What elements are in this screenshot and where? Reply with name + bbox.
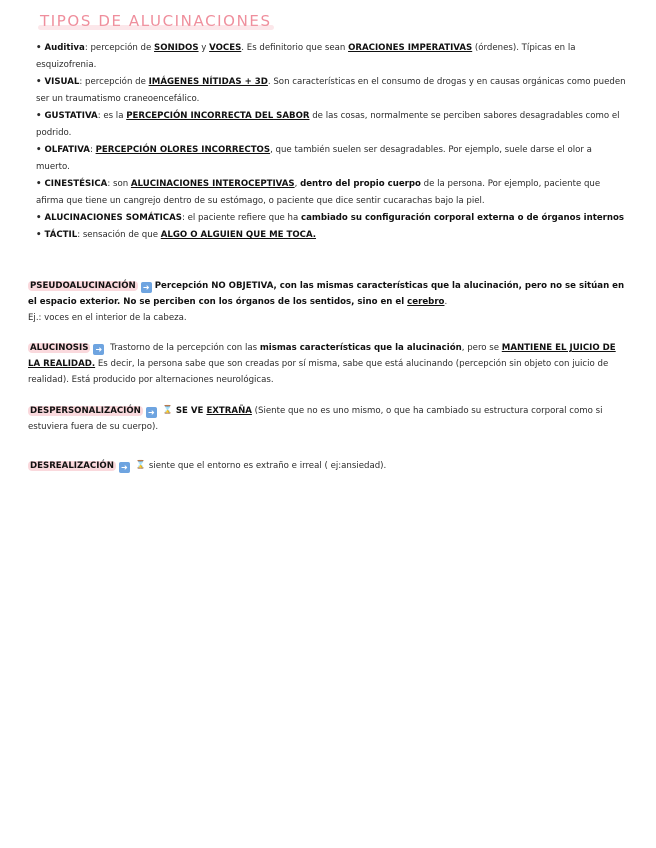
section-heading: DESPERSONALIZACIÓN [30,406,141,416]
section-heading: PSEUDOALUCINACIÓN [30,281,136,291]
list-item: • OLFATIVA: PERCEPCIÓN OLORES INCORRECTOS, que también suelen ser desagradables. Por ejemplo, suele darse el olor a muerto. [36,145,592,172]
bullet-icon: • [36,77,42,87]
pseudoalucinacion-section [28,278,626,326]
list-item: • ALUCINACIONES SOMÁTICAS: el paciente refiere que ha cambiado su configuración corporal externa o de órganos internos [36,213,625,223]
bullet-icon: • [36,230,42,240]
bullet-icon: • [36,111,42,121]
section-heading: ALUCINOSIS [30,343,89,353]
bullet-icon: • [36,213,42,223]
right-arrow-icon: ➜ [141,282,152,293]
list-item: • CINESTÉSICA: son ALUCINACIONES INTEROCEPTIVAS, dentro del propio cuerpo de la persona. Por ejemplo, paciente que afirma que tiene un cangrejo dentro de su estómago, o paciente que dice sentir cucarachas bajo la piel. [36,179,601,206]
alucinosis-section [28,340,626,388]
section-heading: DESREALIZACIÓN [30,461,114,471]
despersonalizacion-section [28,402,626,435]
hourglass-icon: ⌛ [162,405,173,414]
list-item: • GUSTATIVA: es la PERCEPCIÓN INCORRECTA DEL SABOR de las cosas, normalmente se perciben sabores desagradables como el podrido. [36,111,620,138]
list-item: • VISUAL: percepción de IMÁGENES NÍTIDAS + 3D. Son características en el consumo de drogas y en causas orgánicas como pueden ser un traumatismo craneoencefálico. [36,77,626,104]
page-title: TIPOS DE ALUCINACIONES [40,12,272,30]
hallucination-type-list [36,40,626,244]
list-item: • TÁCTIL: sensación de que ALGO O ALGUIEN QUE ME TOCA. [36,230,317,240]
list-item: • Auditiva: percepción de SONIDOS y VOCES. Es definitorio que sean ORACIONES IMPERATIVAS (órdenes). Típicas en la esquizofrenia. [36,43,576,70]
bullet-icon: • [36,179,42,189]
right-arrow-icon: ➜ [146,407,157,418]
right-arrow-icon: ➜ [93,344,104,355]
desrealizacion-text: DESREALIZACIÓN ➜ ⌛ siente que el entorno es extraño e irreal ( ej:ansiedad). [30,460,387,472]
right-arrow-icon: ➜ [119,462,130,473]
hourglass-icon: ⌛ [135,460,146,469]
desrealizacion-section [28,457,626,474]
bullet-icon: • [36,145,42,155]
pseudoalucinacion-text: PSEUDOALUCINACIÓN ➜ Percepción NO OBJETIVA, con las mismas características que la alucinación, pero no se sitúan en el espacio exterior. No se perciben con los órganos de los sentidos, sino en el cerebro. [28,281,625,307]
alucinosis-text: ALUCINOSIS ➜ Trastorno de la percepción con las mismas características que la alucinación, pero se MANTIENE EL JUICIO DE LA REALIDAD. Es decir, la persona sabe que son creadas por sí misma, sabe que está alucinando (percepción sin objeto con juicio de realidad). Está producido por alternaciones neurológicas. [28,343,616,385]
despersonalizacion-text: DESPERSONALIZACIÓN ➜ ⌛ SE VE EXTRAÑA (Siente que no es uno mismo, o que ha cambiado su estructura corporal como si estuviera fuera de su cuerpo). [28,405,603,432]
bullet-icon: • [36,43,42,53]
example-text: Ej.: voces en el interior de la cabeza. [28,313,187,323]
